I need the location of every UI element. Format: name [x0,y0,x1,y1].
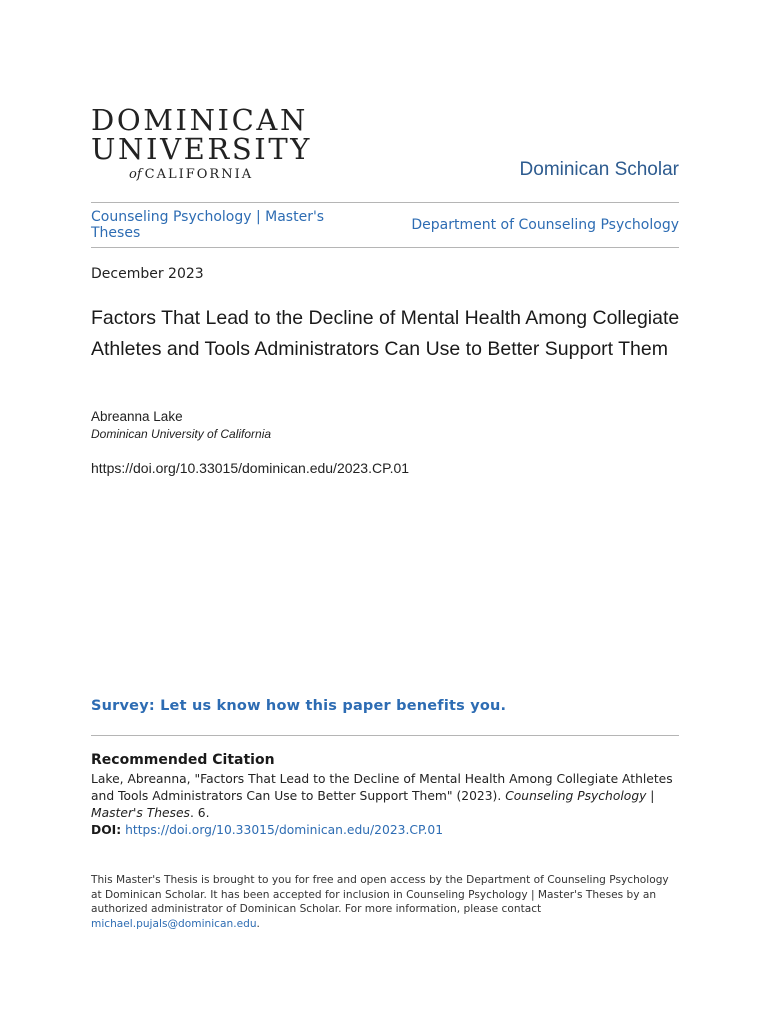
logo-line-university: UNIVERSITY [91,132,313,166]
citation-number: . 6. [189,806,210,820]
logo-line-california [129,167,311,182]
citation-series: Counseling Psychology | Master's Theses [91,789,655,820]
citation-text: Lake, Abreanna, "Factors That Lead to the Decline of Mental Health Among Collegiate Athletes and Tools Administrators Can Use to Better Support Them" (2023). [91,772,673,803]
publication-date: December 2023 [91,266,204,282]
dominican-scholar-link[interactable]: Dominican Scholar [519,159,679,180]
paper-title: Factors That Lead to the Decline of Mental Health Among Collegiate Athletes and Tools Administrators Can Use to Better Support Them [91,307,680,360]
author-name: Abreanna Lake [91,409,183,424]
department-link[interactable]: Department of Counseling Psychology [411,217,679,233]
divider-top [91,202,679,203]
logo-of: of [129,167,142,182]
citation-doi-link[interactable]: https://doi.org/10.33015/dominican.edu/2023.CP.01 [125,823,444,837]
logo-california-text: CALIFORNIA [144,167,254,182]
citation-heading: Recommended Citation [91,752,275,768]
logo-line-dominican: DOMINICAN [91,103,308,137]
contact-email-link[interactable]: michael.pujals@dominican.edu [91,917,257,930]
access-notice [91,873,681,931]
notice-text: This Master's Thesis is brought to you for free and open access by the Department of Counseling Psychology at Dominican Scholar. It has been accepted for inclusion in Counseling Psychology | Master's Theses by an authorized administrator of Dominican Scholar. For more information, please contact [91,874,669,916]
divider-bottom [91,247,679,248]
series-link[interactable]: Counseling Psychology | Master's Theses [91,209,325,241]
citation-block [91,771,681,839]
notice-end: . [256,917,260,930]
doi-url[interactable]: https://doi.org/10.33015/dominican.edu/2023.CP.01 [91,460,410,476]
survey-link[interactable]: Survey: Let us know how this paper benefits you. [91,698,507,714]
citation-doi-label: DOI: [91,823,122,837]
author-affiliation: Dominican University of California [91,427,272,441]
university-logo [91,103,313,182]
divider-citation [91,735,679,736]
